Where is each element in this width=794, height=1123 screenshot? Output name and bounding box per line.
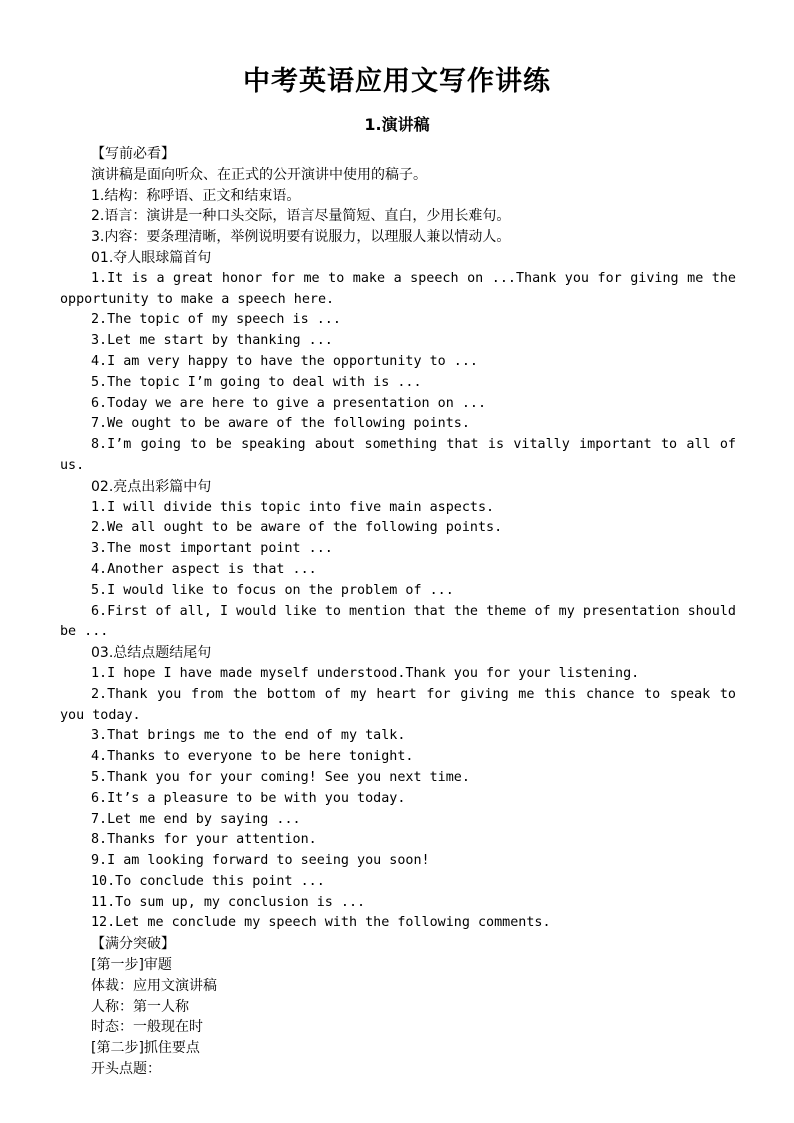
text-line: 3.内容：要条理清晰，举例说明要有说服力，以理服人兼以情动人。 xyxy=(91,229,511,246)
phrase-line: 5.The topic I’m going to deal with is ... xyxy=(91,374,422,390)
phrase-line: 8.Thanks for your attention. xyxy=(91,832,317,848)
text-line: 02.亮点出彩篇中句 xyxy=(91,478,212,495)
phrase-line: 5.I would like to focus on the problem of ... xyxy=(91,582,454,598)
page-title: 中考英语应用文写作讲练 xyxy=(243,66,551,97)
phrase-line: 3.Let me start by thanking ... xyxy=(91,333,333,349)
phrase-line: 7.We ought to be aware of the following points. xyxy=(91,416,470,432)
phrase-line: 4.I am very happy to have the opportunity to ... xyxy=(91,353,478,369)
phrase-line: 8.I’m going to be speaking about something that is vitally important to all of us. xyxy=(60,437,736,473)
text-line: 【写前必看】 xyxy=(91,146,175,162)
phrase-line: 6.Today we are here to give a presentation on ... xyxy=(91,395,487,411)
phrase-line: 12.Let me conclude my speech with the following comments. xyxy=(91,915,551,931)
phrase-line: 1.I will divide this topic into five main aspects. xyxy=(91,499,495,515)
text-line: 1.结构：称呼语、正文和结束语。 xyxy=(91,187,301,204)
text-line: [第二步]抓住要点 xyxy=(91,1040,200,1057)
phrase-line: 2.The topic of my speech is ... xyxy=(91,312,341,328)
phrase-line: 6.It’s a pleasure to be with you today. xyxy=(91,790,406,806)
text-line: 01.夺人眼球篇首句 xyxy=(91,249,212,266)
text-line: 【满分突破】 xyxy=(91,936,175,953)
text-line: 时态：一般现在时 xyxy=(91,1019,203,1036)
phrase-line: 2.Thank you from the bottom of my heart for giving me this chance to speak to you today. xyxy=(60,686,736,723)
phrase-line: 3.That brings me to the end of my talk. xyxy=(91,728,406,744)
document-body xyxy=(60,144,736,1080)
text-line: 开头点题： xyxy=(91,1061,161,1078)
phrase-line: 2.We all ought to be aware of the following points. xyxy=(91,520,503,536)
phrase-line: 4.Thanks to everyone to be here tonight. xyxy=(91,749,414,765)
text-line: 2.语言：演讲是一种口头交际，语言尽量简短、直白，少用长难句。 xyxy=(91,208,511,225)
phrase-line: 4.Another aspect is that ... xyxy=(91,561,317,577)
text-line: 03.总结点题结尾句 xyxy=(91,645,212,662)
section-title: 1.演讲稿 xyxy=(364,115,430,134)
phrase-line: 1.It is a great honor for me to make a speech on ...Thank you for giving me the opportunity to make a speech here. xyxy=(60,270,736,307)
phrase-line: 11.To sum up, my conclusion is ... xyxy=(91,894,366,910)
phrase-line: 9.I am looking forward to seeing you soon! xyxy=(91,853,430,869)
phrase-line: 7.Let me end by saying ... xyxy=(91,811,301,827)
text-line: 人称：第一人称 xyxy=(91,998,189,1015)
phrase-line: 3.The most important point ... xyxy=(91,541,333,557)
phrase-line: 1.I hope I have made myself understood.Thank you for your listening. xyxy=(91,665,640,681)
phrase-line: 10.To conclude this point ... xyxy=(91,873,325,889)
phrase-line: 5.Thank you for your coming! See you next time. xyxy=(91,769,470,785)
text-line: [第一步]审题 xyxy=(91,957,172,974)
text-line: 演讲稿是面向听众、在正式的公开演讲中使用的稿子。 xyxy=(91,166,427,183)
text-line: 体裁：应用文演讲稿 xyxy=(91,977,217,994)
phrase-line: 6.First of all, I would like to mention that the theme of my presentation should be ... xyxy=(60,603,736,640)
